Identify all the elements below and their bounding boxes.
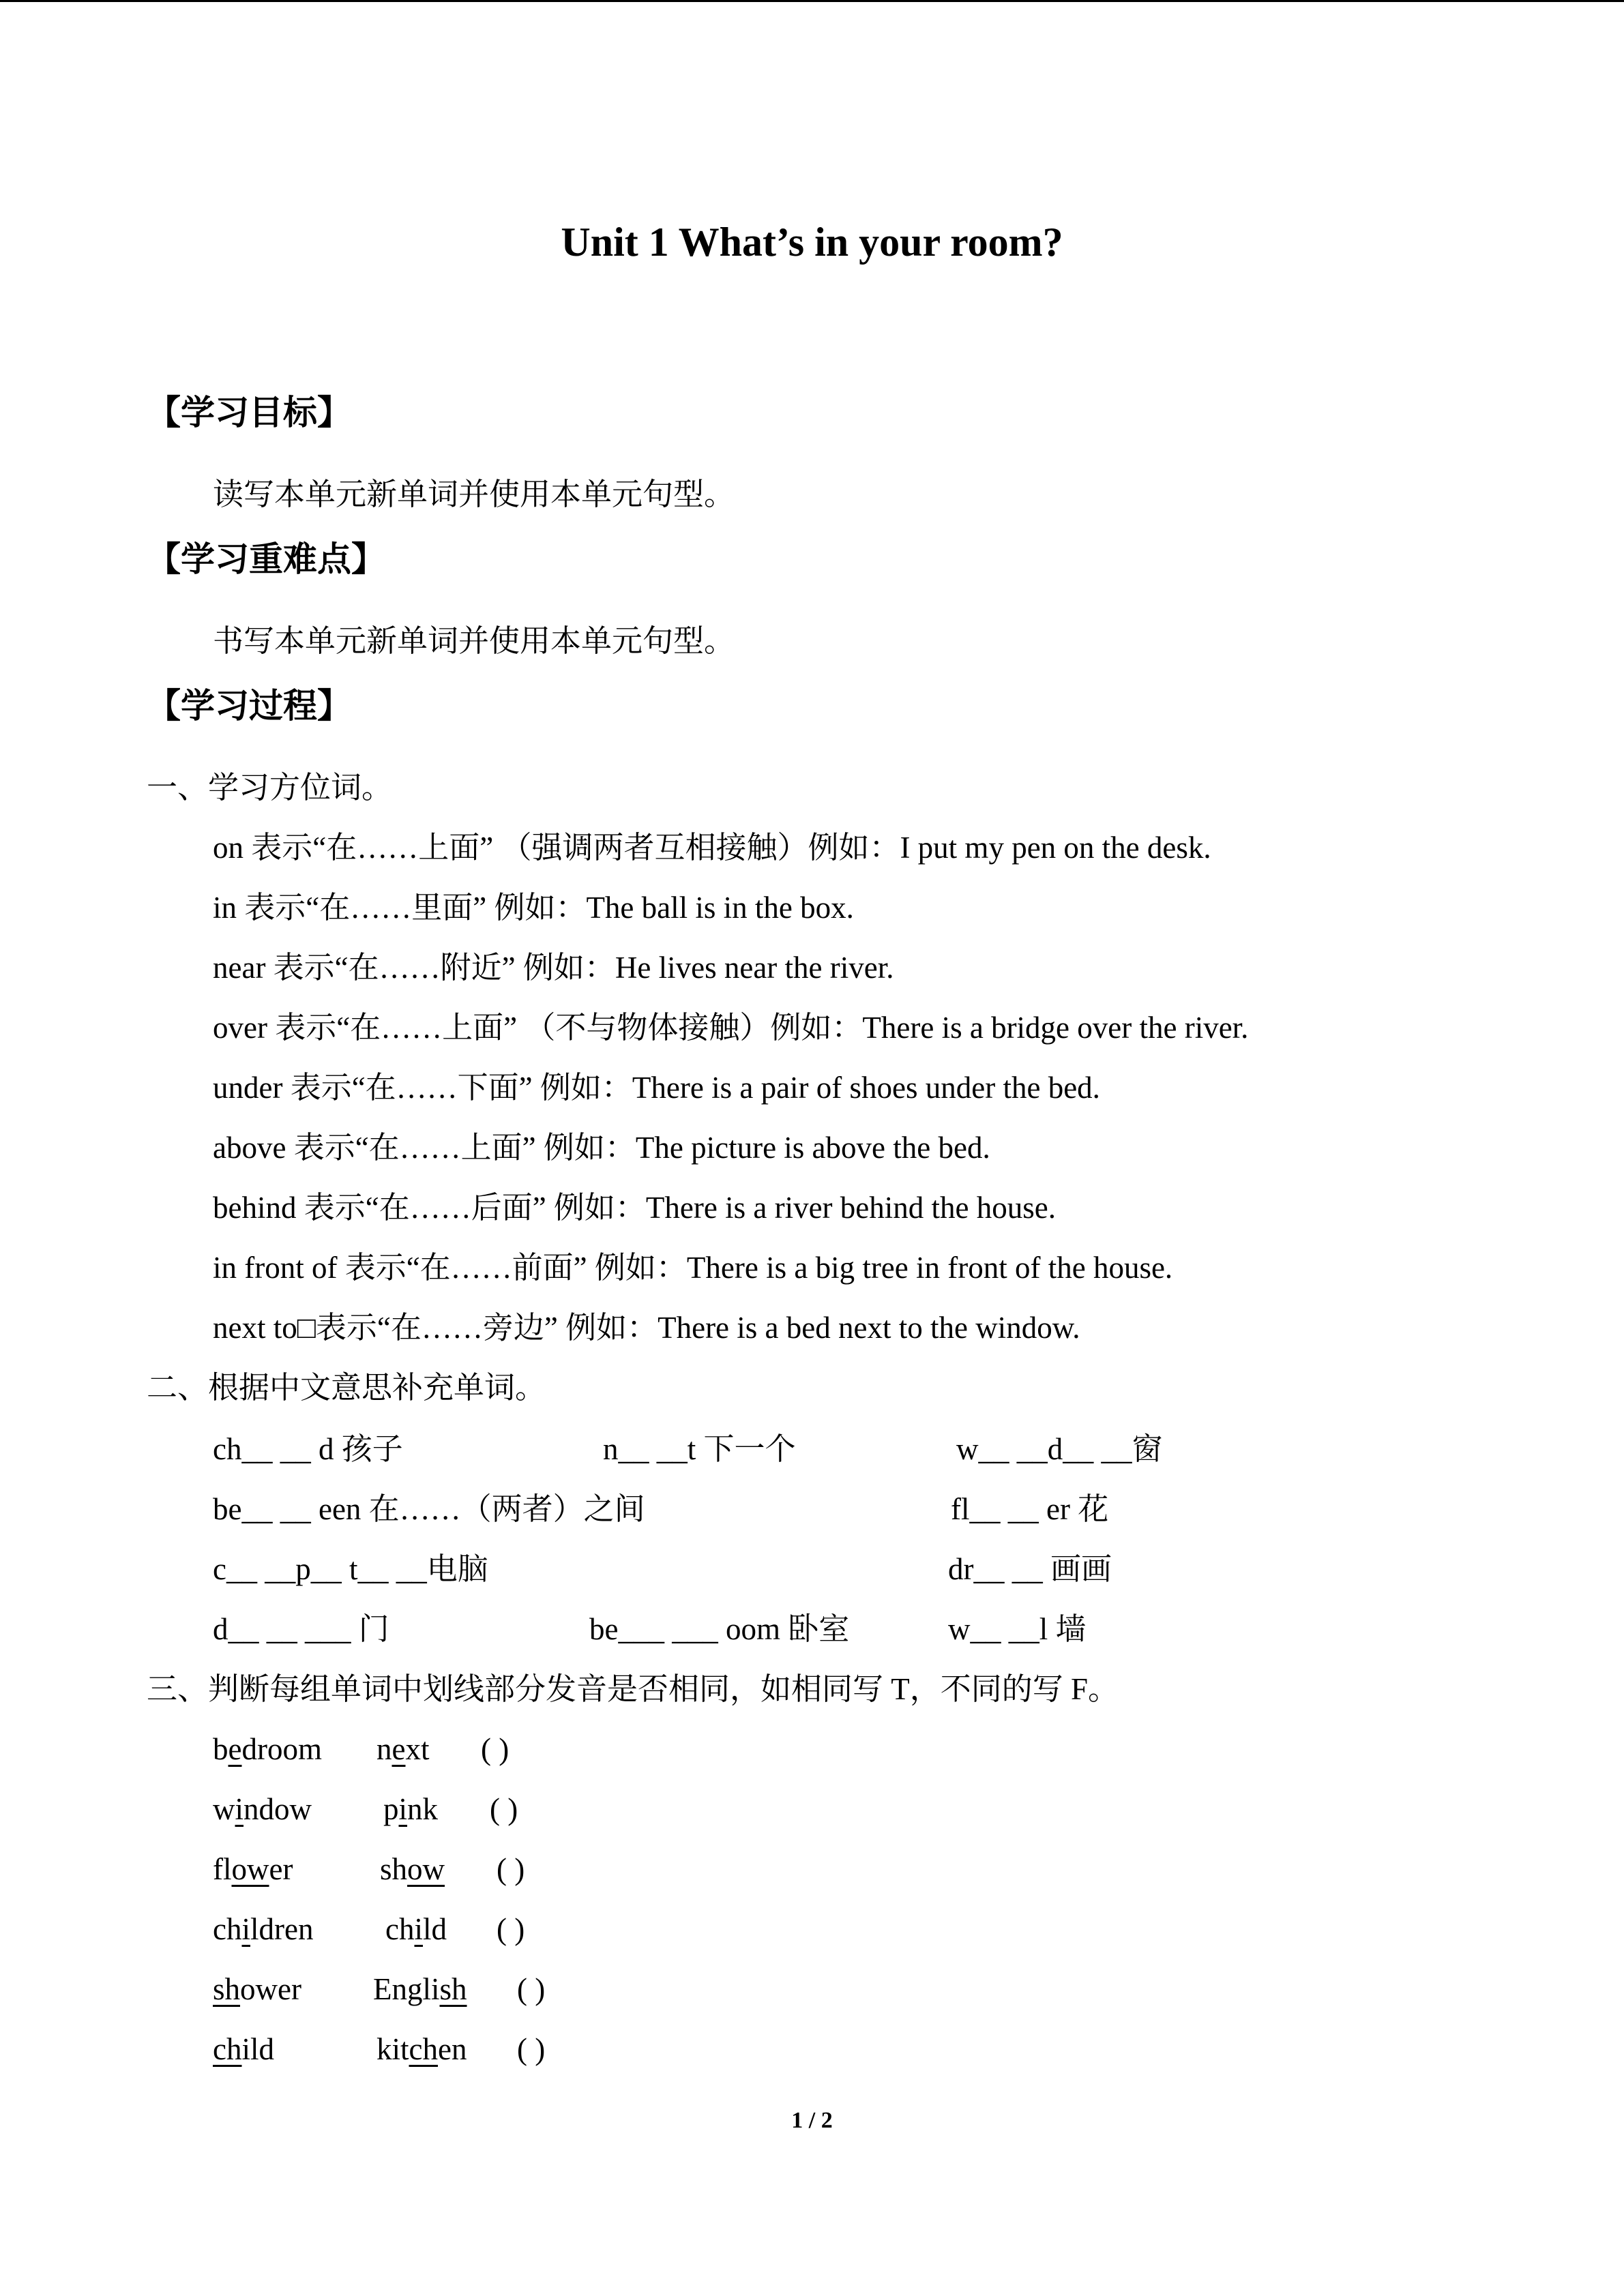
- word-1: window: [213, 1792, 312, 1826]
- prep-line-on: on 表示“在……上面” （强调两者互相接触）例如：I put my pen on the desk.: [213, 831, 1211, 865]
- prep-line-next-to: next to□表示“在……旁边” 例如：There is a bed next to the window.: [213, 1311, 1080, 1345]
- word-2: pink: [383, 1792, 439, 1826]
- objectives-text: 读写本单元新单词并使用本单元句型。: [213, 477, 735, 511]
- word-2: kitchen: [377, 2032, 467, 2066]
- answer-blank[interactable]: ( ): [490, 1792, 518, 1826]
- fill-item: fl__ __ er 花: [951, 1492, 1109, 1526]
- answer-blank[interactable]: ( ): [517, 2032, 546, 2066]
- word-2: English: [373, 1972, 467, 2006]
- part2-heading: 二、根据中文意思补充单词。: [147, 1371, 546, 1405]
- part3-heading: 三、判断每组单词中划线部分发音是否相同，如相同写 T，不同的写 F。: [147, 1672, 1119, 1706]
- answer-blank[interactable]: ( ): [497, 1912, 525, 1946]
- word-1: shower: [213, 1972, 301, 2006]
- fill-item: c__ __p__ t__ __电脑: [213, 1552, 488, 1586]
- prep-line-above: above 表示“在……上面” 例如：The picture is above the bed.: [213, 1131, 990, 1165]
- fill-item: n__ __t 下一个: [603, 1432, 796, 1466]
- word-2: show: [380, 1852, 445, 1886]
- word-1: child: [213, 2032, 274, 2066]
- fill-item: be___ ___ oom 卧室: [589, 1612, 850, 1646]
- prep-line-over: over 表示“在……上面” （不与物体接触）例如：There is a bridge over the river.: [213, 1011, 1249, 1045]
- fill-item: ch__ __ d 孩子: [213, 1432, 403, 1466]
- section-heading-process: 【学习过程】: [147, 686, 351, 726]
- fill-item: d__ __ ___ 门: [213, 1612, 389, 1646]
- fill-item: w__ __l 墙: [948, 1612, 1087, 1646]
- prep-line-in: in 表示“在……里面” 例如：The ball is in the box.: [213, 891, 854, 925]
- word-1: flower: [213, 1852, 293, 1886]
- word-2: next: [377, 1732, 430, 1766]
- prep-line-behind: behind 表示“在……后面” 例如：There is a river behind the house.: [213, 1191, 1056, 1225]
- fill-item: be__ __ een 在……（两者）之间: [213, 1492, 645, 1526]
- word-1: bedroom: [213, 1732, 322, 1766]
- answer-blank[interactable]: ( ): [497, 1852, 525, 1886]
- fill-item: w__ __d__ __窗: [956, 1432, 1163, 1466]
- prep-line-near: near 表示“在……附近” 例如：He lives near the river.: [213, 951, 894, 985]
- answer-blank[interactable]: ( ): [481, 1732, 510, 1766]
- section-heading-key-points: 【学习重难点】: [147, 539, 385, 579]
- word-1: children: [213, 1912, 314, 1946]
- prep-line-under: under 表示“在……下面” 例如：There is a pair of shoes under the bed.: [213, 1071, 1100, 1105]
- prep-line-in-front-of: in front of 表示“在……前面” 例如：There is a big tree in front of the house.: [213, 1251, 1173, 1285]
- part1-heading: 一、学习方位词。: [147, 771, 393, 805]
- page-number: 1 / 2: [791, 2108, 833, 2133]
- word-2: child: [385, 1912, 447, 1946]
- page-title: Unit 1 What’s in your room?: [561, 220, 1063, 265]
- answer-blank[interactable]: ( ): [517, 1972, 546, 2006]
- fill-item: dr__ __ 画画: [948, 1552, 1112, 1586]
- section-heading-objectives: 【学习目标】: [147, 393, 351, 432]
- key-points-text: 书写本单元新单词并使用本单元句型。: [213, 624, 735, 658]
- top-border-line: [0, 0, 1624, 2]
